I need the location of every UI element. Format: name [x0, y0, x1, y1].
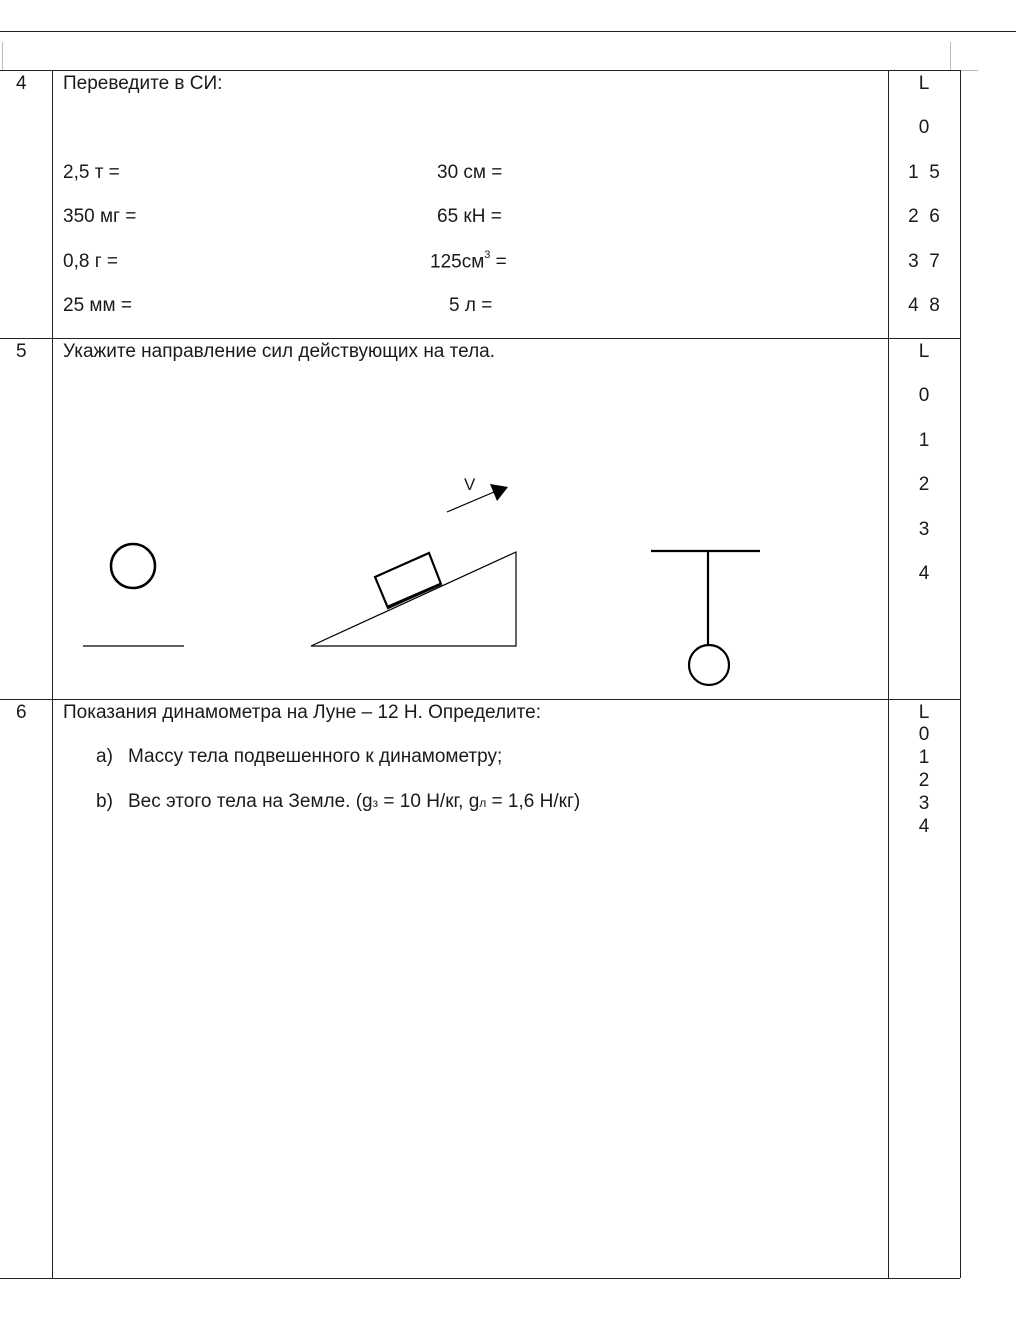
- subtask-b-text: [128, 792, 580, 811]
- conversion-item: 65 кН =: [437, 206, 502, 227]
- score-level: 3: [918, 793, 930, 814]
- earth-g-subscript: з: [372, 796, 379, 810]
- question-title: Переведите в СИ:: [63, 73, 223, 94]
- volume-value: 125см: [430, 251, 485, 273]
- subtask-b-part: Вес этого тела на Земле. (g: [128, 791, 373, 812]
- conversion-item: 25 мм =: [63, 295, 132, 316]
- score-level: 2 6: [908, 206, 940, 227]
- score-level: 4: [918, 816, 930, 837]
- inclined-plane: [311, 552, 516, 646]
- score-label: L: [918, 702, 930, 723]
- conversion-item: 30 см =: [437, 162, 503, 183]
- subtask-b-part: = 1,6 Н/кг): [486, 791, 581, 812]
- conversion-item: 0,8 г =: [63, 251, 118, 272]
- question-number: 4: [16, 73, 27, 94]
- score-label: L: [918, 341, 930, 362]
- score-level: 0: [918, 385, 930, 406]
- subtask-a-marker: a): [96, 746, 113, 767]
- score-level: 4 8: [908, 295, 940, 316]
- score-level: 3: [918, 519, 930, 540]
- volume-equals: =: [490, 251, 507, 273]
- conversion-item: 350 мг =: [63, 206, 137, 227]
- question-title: Показания динамометра на Луне – 12 Н. Определите:: [63, 702, 541, 723]
- conversion-item: 5 л =: [449, 295, 493, 316]
- score-level: 3 7: [908, 251, 940, 272]
- moon-g-subscript: л: [479, 796, 487, 810]
- question-number: 5: [16, 341, 27, 362]
- subtask-a-text: Массу тела подвешенного к динамометру;: [128, 746, 503, 767]
- velocity-label: V: [464, 475, 476, 494]
- ball-on-surface: [111, 544, 155, 588]
- score-level: 1 5: [908, 162, 940, 183]
- score-level: 1: [918, 430, 930, 451]
- conversion-item: 2,5 т =: [63, 162, 120, 183]
- velocity-arrow: [447, 492, 494, 512]
- subtask-b-marker: b): [96, 791, 113, 812]
- score-level: 0: [918, 724, 930, 745]
- score-label: L: [918, 73, 930, 94]
- score-level: 4: [918, 563, 930, 584]
- block-contact-line: [388, 584, 441, 607]
- question-title: Укажите направление сил действующих на тела.: [63, 341, 496, 362]
- subtask-b-part: = 10 Н/кг, g: [378, 791, 480, 812]
- volume-exponent: 3: [484, 249, 491, 261]
- score-level: 1: [918, 747, 930, 768]
- score-level: 2: [918, 770, 930, 791]
- question-number: 6: [16, 702, 27, 723]
- score-level: 0: [918, 117, 930, 138]
- hanging-ball: [689, 645, 729, 685]
- score-level: 2: [918, 474, 930, 495]
